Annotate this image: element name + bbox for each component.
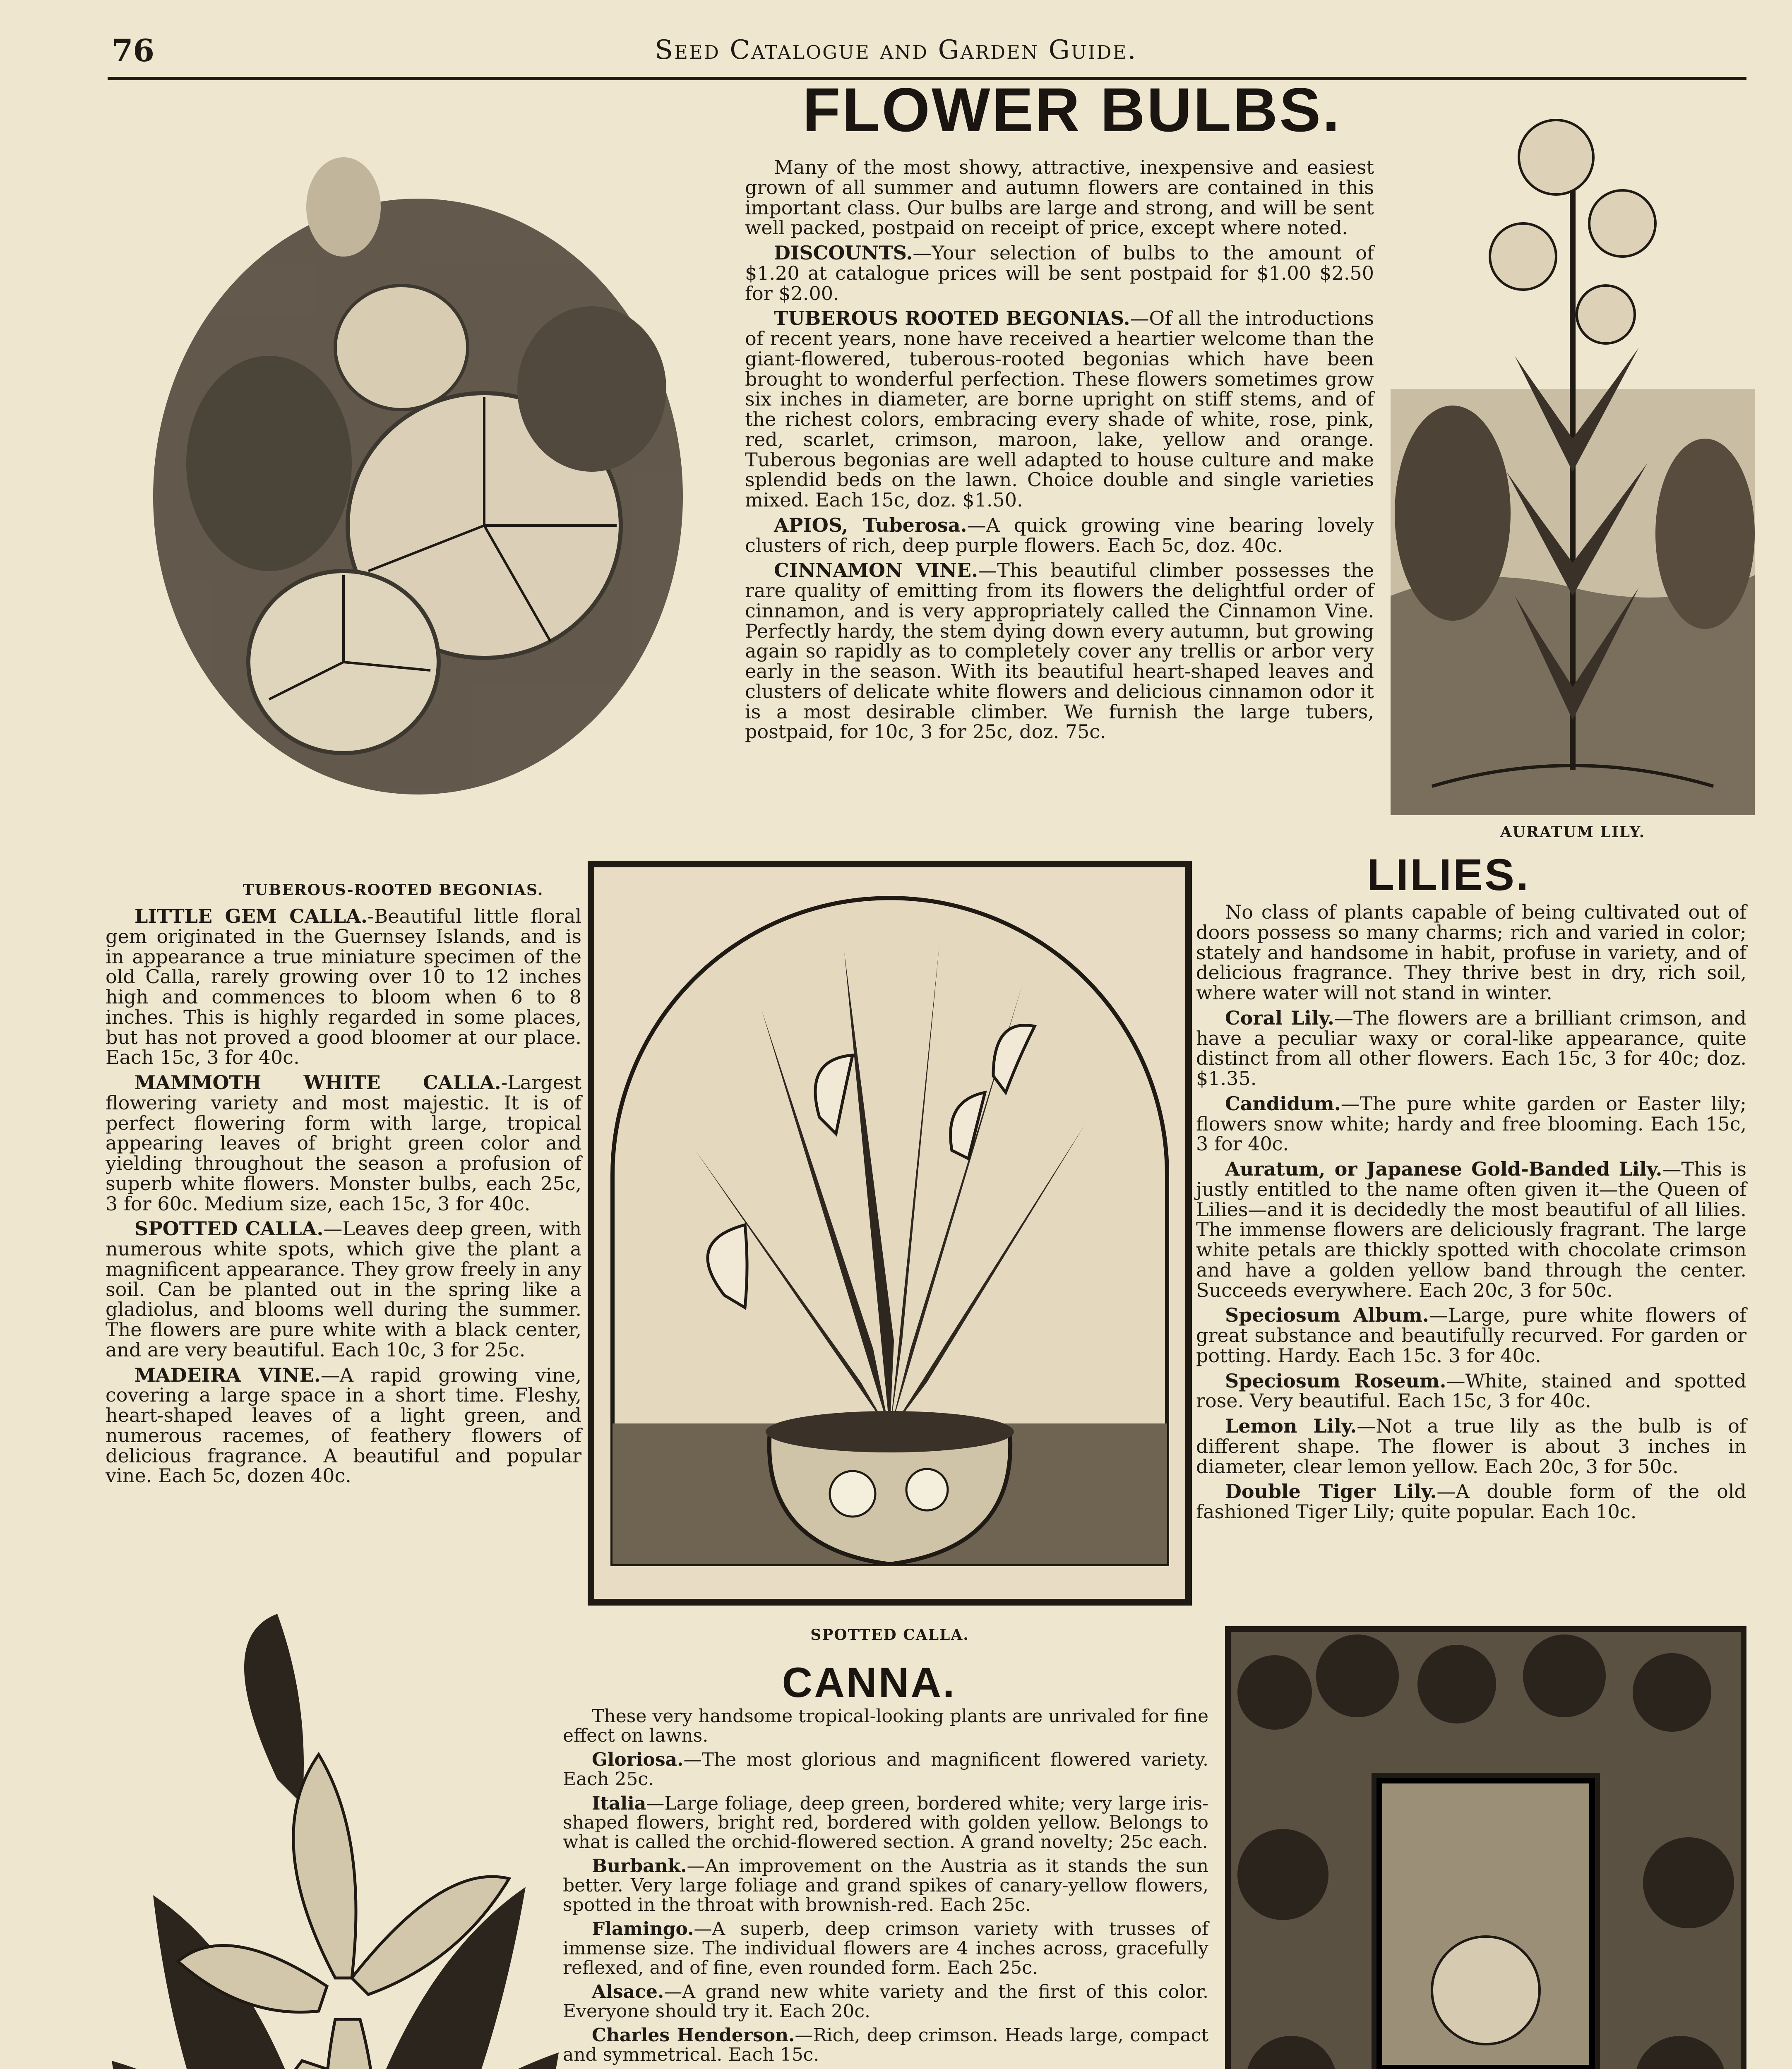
spotted-calla-illustration bbox=[588, 861, 1192, 1606]
lily-name: Speciosum Album. bbox=[1225, 1304, 1429, 1327]
begonias-entry bbox=[745, 308, 1374, 510]
cinnamon-entry bbox=[745, 560, 1374, 742]
lily-text: —This is justly entitled to the name often given it—the Queen of Lilies—and it is decidedly the most beautiful of all lilies. The immense flowers are deliciously fragrant. The large white petals are thickly spotted with chocolate crimson and have a golden yellow band through the center. Succeeds everywhere. Each 20c, 3 for 50c. bbox=[1196, 1158, 1747, 1301]
mammoth-entry bbox=[106, 1073, 581, 1214]
lily-entry-auratum bbox=[1196, 1159, 1746, 1300]
begonias-caption: TUBEROUS-ROOTED BEGONIAS. bbox=[243, 881, 544, 899]
canna-name: Gloriosa. bbox=[592, 1749, 684, 1771]
begonias-name: TUBEROUS ROOTED BEGONIAS. bbox=[774, 307, 1130, 330]
apios-entry bbox=[745, 515, 1374, 556]
lily-text: —The pure white garden or Easter lily; flowers snow white; hardy and free blooming. Each 15c, 3 for 40c. bbox=[1196, 1092, 1746, 1155]
cinnamon-vine-illustration bbox=[1225, 1626, 1746, 2069]
lily-name: Coral Lily. bbox=[1225, 1006, 1334, 1029]
canna-text: —Rich, deep crimson. Heads large, compact and symmetrical. Each 15c. bbox=[563, 2025, 1208, 2065]
bulbs-column bbox=[745, 157, 1374, 747]
lily-text: —The flowers are a brilliant crimson, and have a peculiar waxy or coral-like appearance, quite distinct from all other flowers. Each 15c, 3 for 40c; doz. $1.35. bbox=[1196, 1006, 1746, 1090]
apios-name: APIOS, Tuberosa. bbox=[774, 514, 967, 536]
canna-column bbox=[563, 1707, 1208, 2069]
canna-text: —A grand new white variety and the first of this color. Everyone should try it. Each 20c. bbox=[563, 1981, 1208, 2022]
spotted-calla-caption: SPOTTED CALLA. bbox=[810, 1626, 969, 1644]
page-header bbox=[0, 25, 1792, 74]
canna-text: —The most glorious and magnificent flowered variety. Each 25c. bbox=[563, 1749, 1208, 1790]
flower-bulbs-title: FLOWER BULBS. bbox=[802, 75, 1341, 144]
little-gem-name: LITTLE GEM CALLA. bbox=[135, 905, 368, 927]
lily-text: —Not a true lily as the bulb is of different shape. The flower is about 3 inches in diameter, clear lemon yellow. Each 20c, 3 for 50c. bbox=[1196, 1415, 1746, 1478]
bulbs-intro: Many of the most showy, attractive, inexpensive and easiest grown of all summer and autumn flowers are contained in this important class. Our bulbs are large and strong, and will be sent well packed, postpaid on receipt of price, except where noted. bbox=[745, 156, 1374, 239]
canna-name: Charles Henderson. bbox=[592, 2025, 795, 2046]
page-number: 76 bbox=[112, 33, 154, 69]
lily-entry-double-tiger bbox=[1196, 1481, 1746, 1522]
lily-name: Lemon Lily. bbox=[1225, 1415, 1357, 1437]
spotted-calla-entry bbox=[106, 1219, 581, 1360]
lily-entry-coral bbox=[1196, 1008, 1746, 1089]
canna-entry bbox=[563, 1983, 1208, 2021]
little-gem-text: -Beautiful little floral gem originated in the Guernsey Islands, and is in appearance a true miniature specimen of the old Calla, rarely growing over 10 to 12 inches high and commences to bloom when 6 to 8 inches. This is highly regarded in some places, but has not proved a good bloomer at our place. Each 15c, 3 for 40c. bbox=[106, 905, 581, 1069]
canna-text: —Large foliage, deep green, bordered white; very large iris-shaped flowers, bright red, bordered with golden yellow. Belongs to what is called the orchid-flowered section. A grand novelty; 25c each. bbox=[563, 1793, 1208, 1853]
cannas-illustration bbox=[103, 1606, 567, 2069]
lily-text: —A double form of the old fashioned Tiger Lily; quite popular. Each 10c. bbox=[1196, 1480, 1746, 1523]
lily-name: Candidum. bbox=[1225, 1092, 1341, 1115]
apios-text: —A quick growing vine bearing lovely clusters of rich, deep purple flowers. Each 5c, doz. 40c. bbox=[745, 514, 1374, 557]
discounts-entry bbox=[745, 243, 1374, 303]
calla-column bbox=[106, 906, 581, 1491]
canna-name: Flamingo. bbox=[592, 1918, 694, 1940]
lily-name: Speciosum Roseum. bbox=[1225, 1369, 1446, 1392]
canna-text: —A superb, deep crimson variety with trusses of immense size. The individual flowers are 4 inches across, gracefully reflexed, and of fine, even rounded form. Each 25c. bbox=[563, 1918, 1208, 1978]
canna-entry bbox=[563, 1920, 1208, 1978]
begonias-illustration bbox=[112, 91, 724, 848]
running-title: Seed Catalogue and Garden Guide. bbox=[655, 35, 1137, 65]
lily-entry-candidum bbox=[1196, 1094, 1746, 1154]
mammoth-text: -Largest flowering variety and most majestic. It is of perfect flowering form with large, tropical appearing leaves of bright green color and yielding throughout the season a profusion of superb white flowers. Monster bulbs, each 25c, 3 for 60c. Medium size, each 15c, 3 for 40c. bbox=[106, 1071, 581, 1215]
lilies-title: LILIES. bbox=[1367, 850, 1530, 900]
cinnamon-name: CINNAMON VINE. bbox=[774, 559, 978, 582]
lily-entry-lemon bbox=[1196, 1416, 1746, 1476]
canna-entry bbox=[563, 1857, 1208, 1915]
lilies-column bbox=[1196, 902, 1746, 1527]
canna-title: CANNA. bbox=[782, 1659, 956, 1706]
lily-text: —White, stained and spotted rose. Very beautiful. Each 15c, 3 for 40c. bbox=[1196, 1369, 1746, 1412]
spotted-calla-name: SPOTTED CALLA. bbox=[135, 1217, 324, 1240]
discounts-text: —Your selection of bulbs to the amount of $1.20 at catalogue prices will be sent postpaid for $1.00 $2.50 for $2.00. bbox=[745, 242, 1374, 305]
canna-entry bbox=[563, 1794, 1208, 1852]
spotted-calla-text: —Leaves deep green, with numerous white spots, which give the plant a magnificent appearance. They grow freely in any soil. Can be planted out in the spring like a gladiolus, and blooms well during the summer. The flowers are pure white with a black center, and are very beautiful. Each 10c, 3 for 25c. bbox=[106, 1217, 581, 1361]
lily-text: —Large, pure white flowers of great substance and beautifully recurved. For garden or potting. Hardy. Each 15c. 3 for 40c. bbox=[1196, 1304, 1747, 1367]
lily-entry-speciosum-roseum bbox=[1196, 1371, 1746, 1411]
lily-entry-speciosum-album bbox=[1196, 1305, 1746, 1366]
madeira-name: MADEIRA VINE. bbox=[135, 1363, 321, 1386]
lily-name: Auratum, or Japanese Gold-Banded Lily. bbox=[1225, 1158, 1662, 1180]
little-gem-entry bbox=[106, 906, 581, 1068]
canna-name: Burbank. bbox=[592, 1855, 687, 1877]
lilies-intro: No class of plants capable of being cultivated out of doors possess so many charms; rich and varied in color; stately and handsome in habit, profuse in variety, and of delicious fragrance. They thrive best in dry, rich soil, where water will not stand in winter. bbox=[1196, 901, 1746, 1004]
auratum-caption: AURATUM LILY. bbox=[1500, 823, 1645, 841]
canna-entry bbox=[563, 2026, 1208, 2064]
madeira-entry bbox=[106, 1365, 581, 1486]
cinnamon-text: —This beautiful climber possesses the rare quality of emitting from its flowers the delightful order of cinnamon, and is very appropriately called the Cinnamon Vine. Perfectly hardy, the stem dying down every autumn, but growing again so rapidly as to completely cover any trellis or arbor very early in the season. With its beautiful heart-shaped leaves and clusters of delicate white flowers and delicious cinnamon odor it is a most desirable climber. We furnish the large tubers, postpaid, for 10c, 3 for 25c, doz. 75c. bbox=[745, 559, 1374, 743]
canna-intro: These very handsome tropical-looking plants are unrivaled for fine effect on lawns. bbox=[563, 1706, 1208, 1746]
mammoth-name: MAMMOTH WHITE CALLA. bbox=[135, 1071, 501, 1094]
madeira-text: —A rapid growing vine, covering a large space in a short time. Fleshy, heart-shaped leaves of a light green, and numerous racemes, of feathery flowers of delicious fragrance. A beautiful and popular vine. Each 5c, dozen 40c. bbox=[106, 1363, 582, 1487]
canna-text: —An improvement on the Austria as it stands the sun better. Very large foliage and grand spikes of canary-yellow flowers, spotted in the throat with brownish-red. Each 25c. bbox=[563, 1855, 1208, 1915]
canna-name: Alsace. bbox=[592, 1981, 664, 2003]
begonias-text: —Of all the introductions of recent years, none have received a heartier welcome than the giant-flowered, tuberous-rooted begonias which have been brought to wonderful perfection. These flowers sometimes grow six inches in diameter, are borne upright on stiff stems, and of the richest colors, embracing every shade of white, rose, pink, red, scarlet, crimson, maroon, lake, yellow and orange. Tuberous begonias are well adapted to house culture and make splendid beds on the lawn. Choice double and single varieties mixed. Each 15c, doz. $1.50. bbox=[745, 307, 1374, 511]
auratum-lily-illustration bbox=[1391, 99, 1755, 815]
lily-name: Double Tiger Lily. bbox=[1225, 1480, 1437, 1503]
canna-entry bbox=[563, 1750, 1208, 1789]
canna-name: Italia bbox=[592, 1793, 646, 1814]
discounts-name: DISCOUNTS. bbox=[774, 242, 913, 264]
